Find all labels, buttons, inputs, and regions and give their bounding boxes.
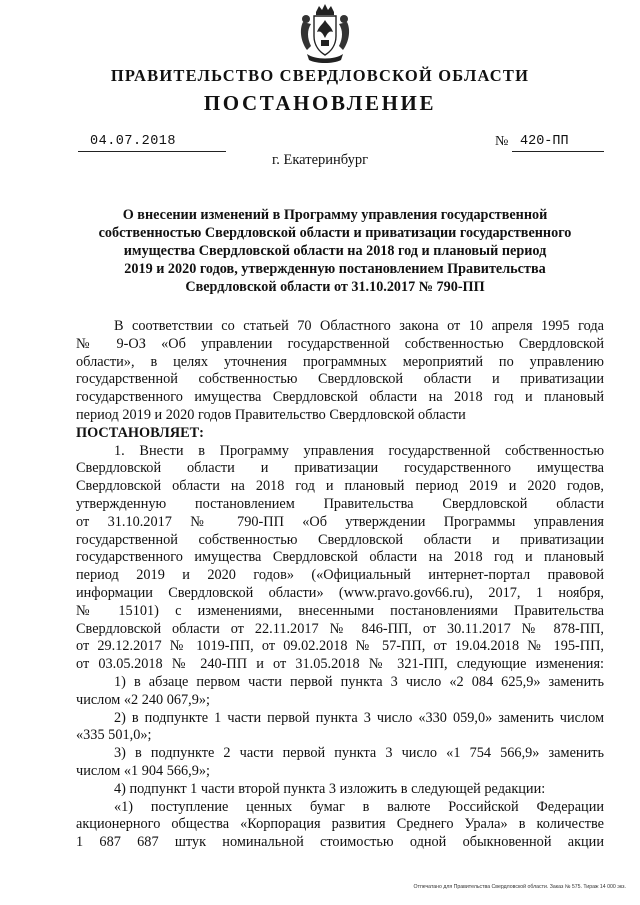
body-line: период 2019 и 2020 годов Правительство Свердловской области bbox=[76, 406, 466, 423]
body-line: 3) в подпункте 2 части первой пункта 3 число «1 754 566,9» заменить bbox=[114, 745, 604, 762]
body-line: «335 501,0»; bbox=[76, 727, 152, 744]
body-line: период 2019 и 2020 годов» («Официальный интернет-портал правовой bbox=[76, 567, 604, 584]
city-line: г. Екатеринбург bbox=[271, 152, 369, 168]
body-line: Свердловской области и приватизации государственного имущества bbox=[76, 460, 604, 477]
resolution-title bbox=[80, 206, 590, 296]
body-line: Свердловской области от 22.11.2017 № 846-ПП, от 30.11.2017 № 878-ПП, bbox=[76, 620, 604, 637]
title-line: Свердловской области от 31.10.2017 № 790-ПП bbox=[185, 279, 485, 295]
body-line: государственной собственностью Свердловской области и приватизации bbox=[76, 531, 604, 548]
body-line: Свердловской области на 2018 год и плановый период 2019 и 2020 годов, bbox=[76, 478, 604, 495]
body-line: В соответствии со статьей 70 Областного закона от 10 апреля 1995 года bbox=[114, 318, 604, 334]
decree-keyword: ПОСТАНОВЛЯЕТ: bbox=[76, 424, 204, 441]
body-line: области», в целях уточнения программных мероприятий по управлению bbox=[76, 353, 604, 370]
body-line: информации Свердловской области» (www.pravo.gov66.ru), 2017, 1 ноября, bbox=[76, 584, 604, 601]
document-date: 04.07.2018 bbox=[90, 134, 177, 149]
document-number: 420-ПП bbox=[520, 134, 569, 149]
title-line: собственностью Свердловской области и приватизации государственного bbox=[98, 225, 572, 241]
body-line: от 03.05.2018 № 240-ПП и от 31.05.2018 № 321-ПП, следующие изменения: bbox=[76, 656, 604, 673]
body-line: числом «1 904 566,9»; bbox=[76, 762, 210, 779]
body-line: 1. Внести в Программу управления государственной собственностью bbox=[114, 442, 604, 459]
body-line: от 31.10.2017 № 790-ПП «Об утверждении Программы управления bbox=[76, 513, 604, 530]
body-line: «1) поступление ценных бумаг в валюте Российской Федерации bbox=[114, 798, 604, 815]
body-line: 4) подпункт 1 части второй пункта 3 изложить в следующей редакции: bbox=[114, 780, 546, 797]
body-line: государственной собственностью Свердловской области и приватизации bbox=[76, 371, 604, 388]
document-type-heading: ПОСТАНОВЛЕНИЕ bbox=[203, 91, 437, 115]
number-sign: № bbox=[495, 134, 509, 149]
title-line: 2019 и 2020 годов, утвержденную постановлением Правительства bbox=[124, 261, 546, 277]
body-line: 1) в абзаце первом части первой пункта 3 число «2 084 625,9» заменить bbox=[114, 673, 604, 690]
print-footer: Отпечатано для Правительства Свердловской области. Заказ № 575. Тираж 14 000 экз. bbox=[413, 884, 626, 890]
title-line: имущества Свердловской области на 2018 год и плановый период bbox=[123, 243, 547, 259]
body-line: государственного имущества Свердловской области на 2018 год и плановый bbox=[76, 389, 604, 406]
body-line: числом «2 240 067,9»; bbox=[76, 691, 210, 708]
body-line: акционерного общества «Корпорация развития Среднего Урала» в количестве bbox=[76, 816, 604, 833]
body-line: 1 687 687 штук номинальной стоимостью одной обыкновенной акции bbox=[76, 834, 604, 851]
body-line: от 29.12.2017 № 1019-ПП, от 09.02.2018 № 57-ПП, от 19.04.2018 № 195-ПП, bbox=[76, 638, 604, 655]
body-line: государственного имущества Свердловской области на 2018 год и плановый bbox=[76, 549, 604, 566]
coat-of-arms-icon bbox=[297, 2, 353, 66]
body-line: № 9-ОЗ «Об управлении государственной собственностью Свердловской bbox=[76, 335, 604, 352]
body-line: 2) в подпункте 1 части первой пункта 3 число «330 059,0» заменить числом bbox=[114, 709, 604, 726]
body-line: утвержденную постановлением Правительства Свердловской области bbox=[76, 495, 604, 512]
resolution-body bbox=[76, 318, 604, 852]
body-line: № 15101) с изменениями, внесенными постановлениями Правительства bbox=[76, 602, 604, 619]
government-heading: ПРАВИТЕЛЬСТВО СВЕРДЛОВСКОЙ ОБЛАСТИ bbox=[110, 66, 530, 85]
title-line: О внесении изменений в Программу управления государственной bbox=[122, 207, 548, 223]
